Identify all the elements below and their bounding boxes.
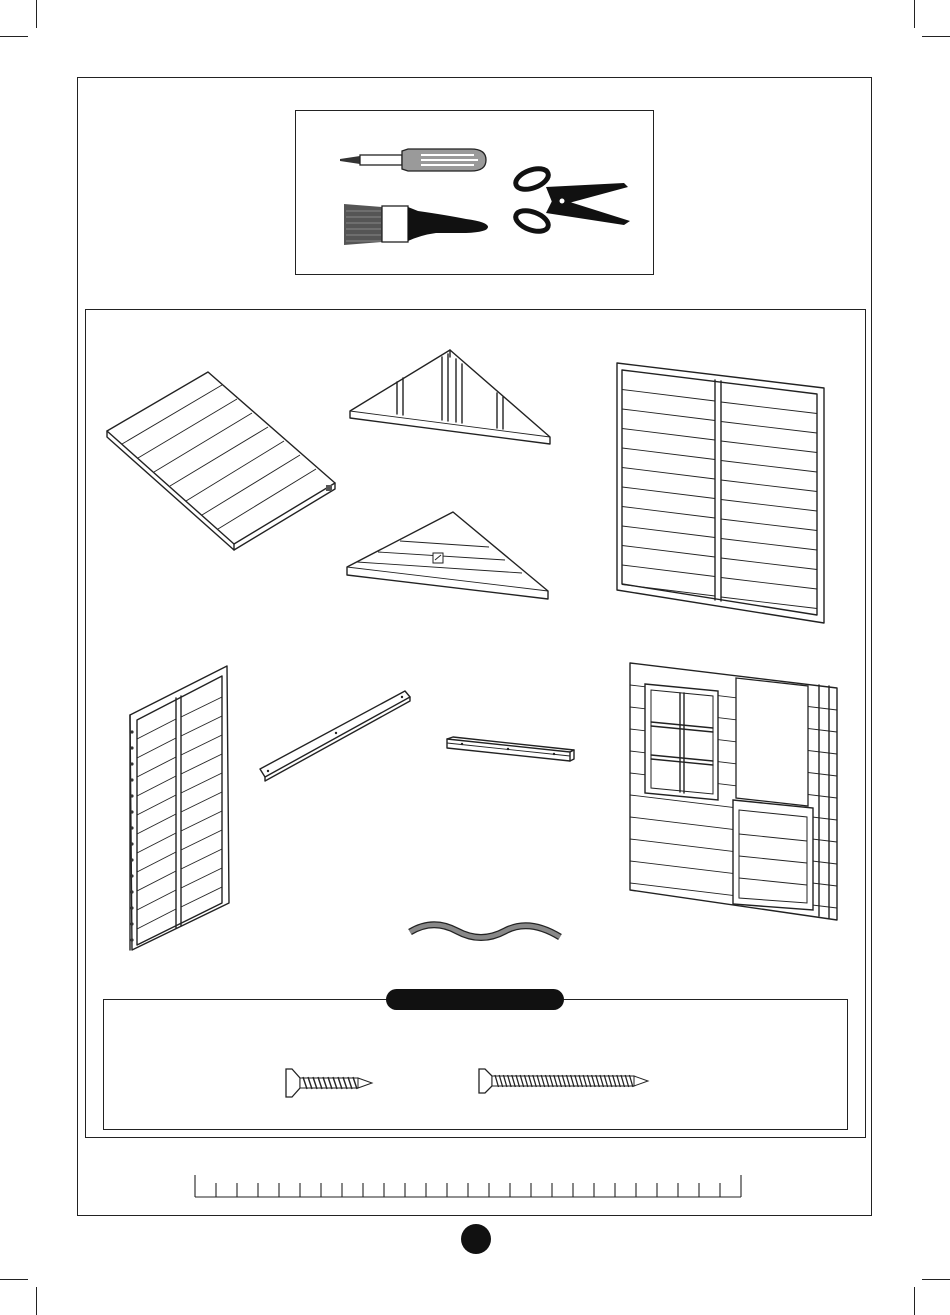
- crop-mark: [914, 0, 915, 28]
- crop-mark: [0, 1279, 28, 1280]
- scissors-icon: [513, 165, 630, 236]
- gable-panel-front: [340, 505, 560, 610]
- crop-mark: [922, 36, 950, 37]
- gable-frame-back: [345, 345, 555, 455]
- bitumen-strip: [405, 915, 565, 950]
- side-wall-panel: [612, 358, 832, 626]
- front-wall-with-window-and-door: [625, 658, 843, 923]
- narrow-wall-panel: [122, 660, 237, 955]
- crop-mark: [0, 36, 28, 37]
- short-batten: [442, 733, 577, 768]
- long-screw: [475, 1066, 653, 1096]
- crop-mark: [914, 1287, 915, 1315]
- crop-mark: [922, 1279, 950, 1280]
- short-screw: [282, 1066, 377, 1100]
- hardware-box: [103, 999, 848, 1130]
- tools-box: [295, 110, 654, 275]
- paint-brush-icon: [344, 204, 488, 245]
- crop-mark: [36, 0, 37, 28]
- hardware-label-pill: [386, 989, 564, 1010]
- floor-panel: [100, 365, 345, 555]
- ruler: [192, 1172, 744, 1200]
- screwdriver-icon: [340, 149, 486, 171]
- page-number-badge: [461, 1224, 491, 1254]
- long-batten: [255, 685, 415, 785]
- crop-mark: [36, 1287, 37, 1315]
